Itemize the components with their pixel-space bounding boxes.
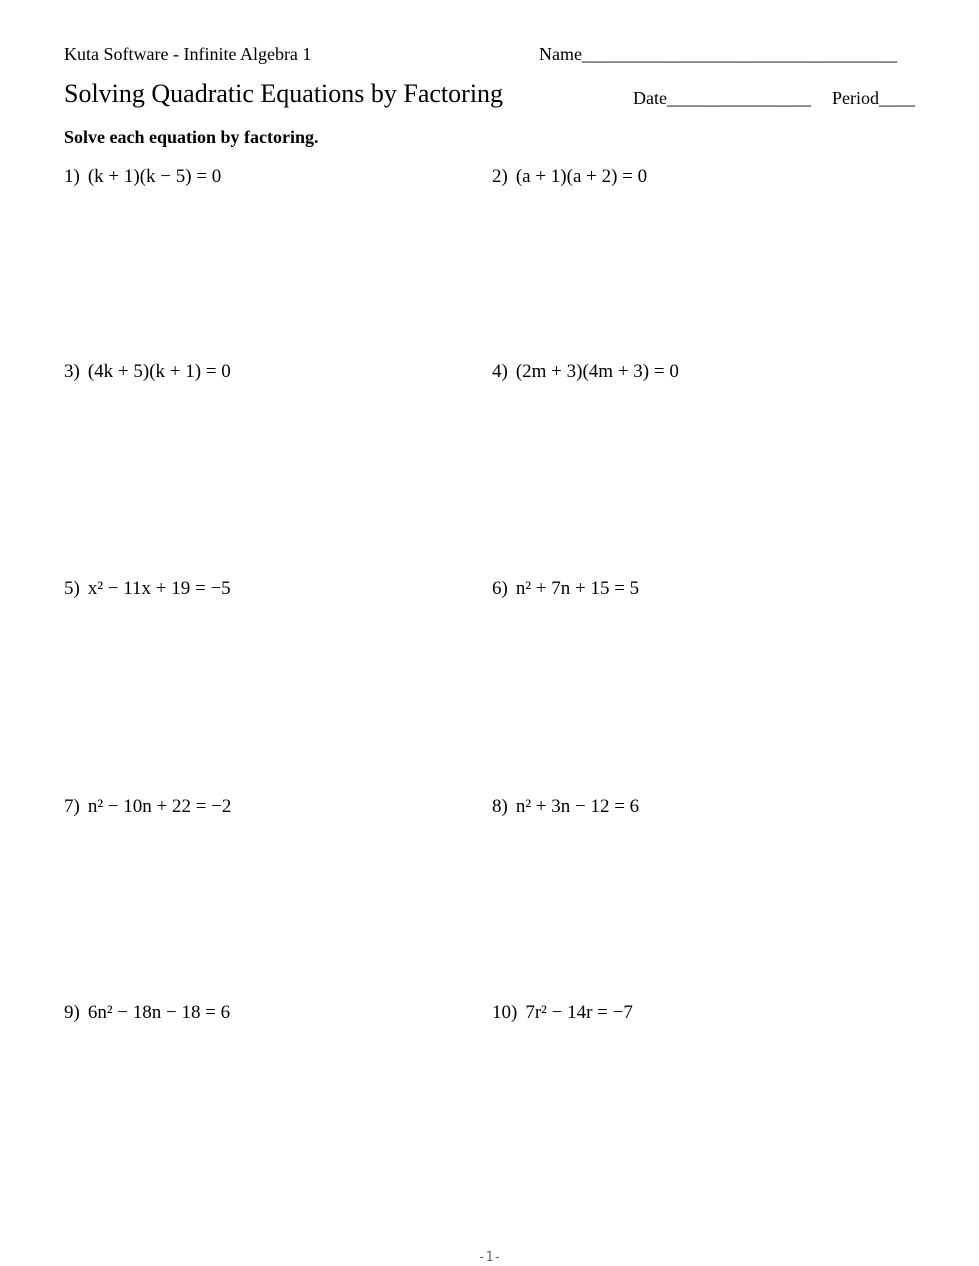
problem-number: 9) <box>64 1002 80 1023</box>
period-field[interactable]: Period____ <box>832 88 915 108</box>
problem-equation: 7r² − 14r = −7 <box>525 1002 633 1023</box>
problem-equation: x² − 11x + 19 = −5 <box>87 578 231 599</box>
problem-number: 10) <box>492 1002 518 1023</box>
problem-9 <box>64 1002 230 1024</box>
problem-7 <box>64 796 231 818</box>
problem-3 <box>64 361 231 383</box>
problem-equation: (4k + 5)(k + 1) = 0 <box>87 361 231 382</box>
problem-number: 3) <box>64 361 80 382</box>
problem-number: 4) <box>492 361 508 382</box>
problem-equation: (k + 1)(k − 5) = 0 <box>87 166 222 187</box>
problem-number: 8) <box>492 796 508 817</box>
problem-equation: (a + 1)(a + 2) = 0 <box>515 166 648 187</box>
date-field[interactable]: Date________________ <box>633 88 811 108</box>
page-number: -1- <box>477 1250 502 1265</box>
publisher-line: Kuta Software - Infinite Algebra 1 <box>64 44 312 64</box>
problem-equation: 6n² − 18n − 18 = 6 <box>87 1002 231 1023</box>
name-field[interactable]: Name___________________________________ <box>539 44 897 64</box>
problem-8 <box>492 796 639 818</box>
problem-number: 6) <box>492 578 508 599</box>
problem-2 <box>492 166 647 188</box>
problem-number: 5) <box>64 578 80 599</box>
problem-6 <box>492 578 639 600</box>
problem-equation: (2m + 3)(4m + 3) = 0 <box>515 361 679 382</box>
problem-equation: n² + 7n + 15 = 5 <box>515 578 640 599</box>
instructions: Solve each equation by factoring. <box>64 127 319 147</box>
problem-10 <box>492 1002 633 1024</box>
problem-equation: n² + 3n − 12 = 6 <box>515 796 640 817</box>
problem-5 <box>64 578 231 600</box>
problem-number: 7) <box>64 796 80 817</box>
problem-number: 1) <box>64 166 80 187</box>
problem-equation: n² − 10n + 22 = −2 <box>87 796 232 817</box>
worksheet-title: Solving Quadratic Equations by Factoring <box>64 79 504 108</box>
problem-4 <box>492 361 679 383</box>
problem-number: 2) <box>492 166 508 187</box>
problem-1 <box>64 166 221 188</box>
